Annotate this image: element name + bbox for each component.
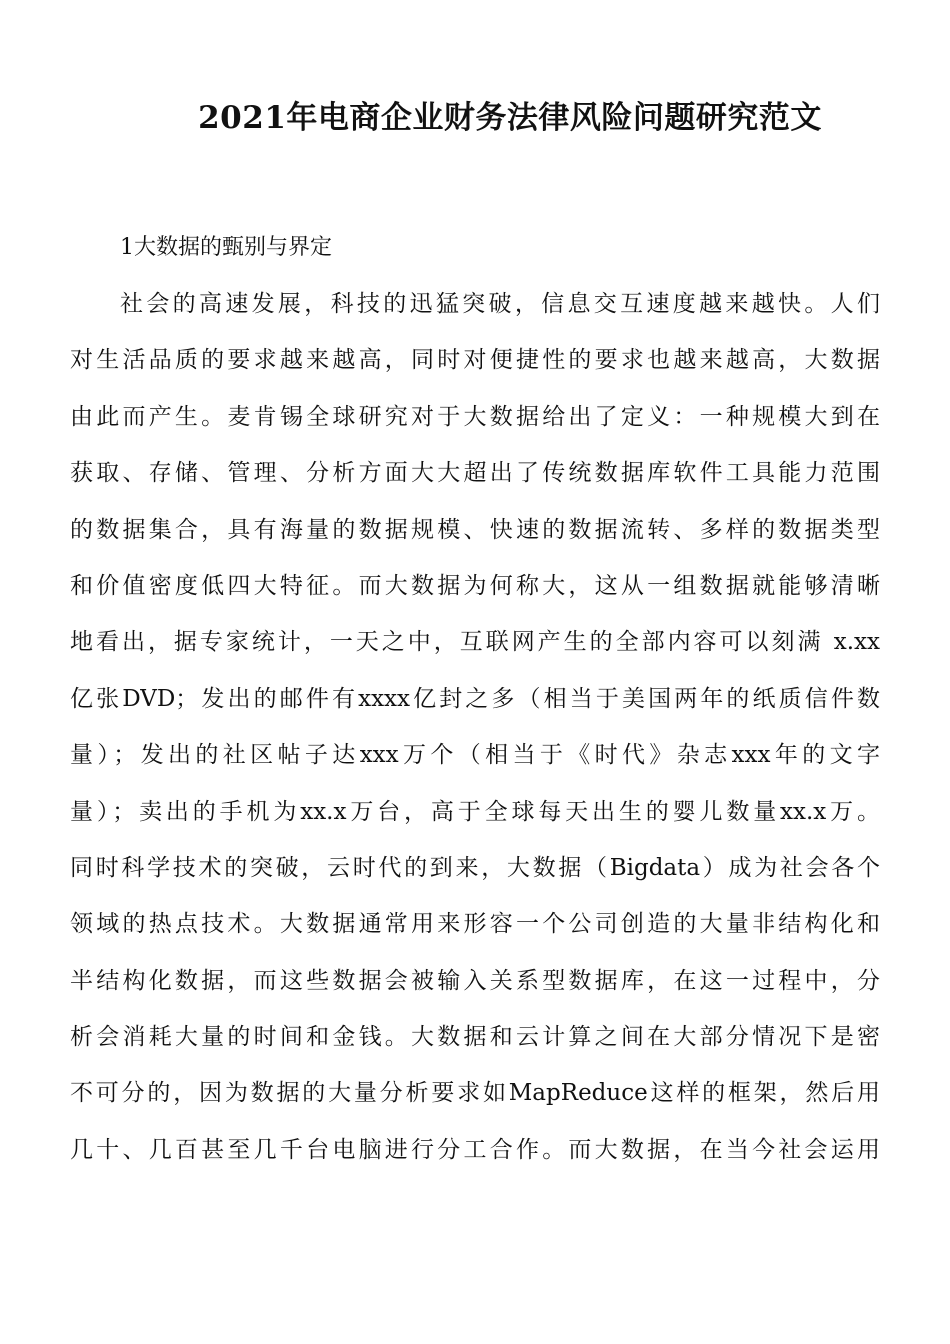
paragraph-line: 量）；卖出的手机为xx.x万台，高于全球每天出生的婴儿数量xx.x万。 (70, 798, 880, 825)
paragraph-line: 领域的热点技术。大数据通常用来形容一个公司创造的大量非结构化和 (70, 911, 880, 938)
paragraph-line: 析会消耗大量的时间和金钱。大数据和云计算之间在大部分情况下是密 (70, 1024, 880, 1051)
paragraph-line: 地看出，据专家统计，一天之中，互联网产生的全部内容可以刻满 x.xx (70, 629, 880, 656)
paragraph-line: 亿张DVD；发出的邮件有xxxx亿封之多（相当于美国两年的纸质信件数 (70, 685, 880, 712)
paragraph-line: 获取、存储、管理、分析方面大大超出了传统数据库软件工具能力范围 (70, 460, 880, 487)
paragraph-line: 社会的高速发展，科技的迅猛突破，信息交互速度越来越快。人们 (120, 291, 880, 317)
paragraph-line: 同时科学技术的突破，云时代的到来，大数据（Bigdata）成为社会各个 (70, 854, 880, 881)
paragraph-line: 和价值密度低四大特征。而大数据为何称大，这从一组数据就能够清晰 (70, 572, 880, 599)
document-title: 2021年电商企业财务法律风险问题研究范文 (198, 100, 822, 136)
section-heading: 1大数据的甄别与界定 (120, 235, 332, 260)
paragraph-line: 对生活品质的要求越来越高，同时对便捷性的要求也越来越高，大数据 (70, 347, 880, 374)
paragraph-line: 半结构化数据，而这些数据会被输入关系型数据库，在这一过程中，分 (70, 967, 880, 994)
paragraph-line: 几十、几百甚至几千台电脑进行分工合作。而大数据，在当今社会运用 (70, 1136, 880, 1163)
paragraph-line: 不可分的，因为数据的大量分析要求如MapReduce这样的框架，然后用 (70, 1080, 880, 1107)
paragraph-line: 由此而产生。麦肯锡全球研究对于大数据给出了定义：一种规模大到在 (70, 403, 880, 430)
paragraph-line: 的数据集合，具有海量的数据规模、快速的数据流转、多样的数据类型 (70, 516, 880, 543)
body-paragraph (70, 286, 880, 1188)
paragraph-line: 量）；发出的社区帖子达xxx万个（相当于《时代》杂志xxx年的文字 (70, 742, 880, 769)
